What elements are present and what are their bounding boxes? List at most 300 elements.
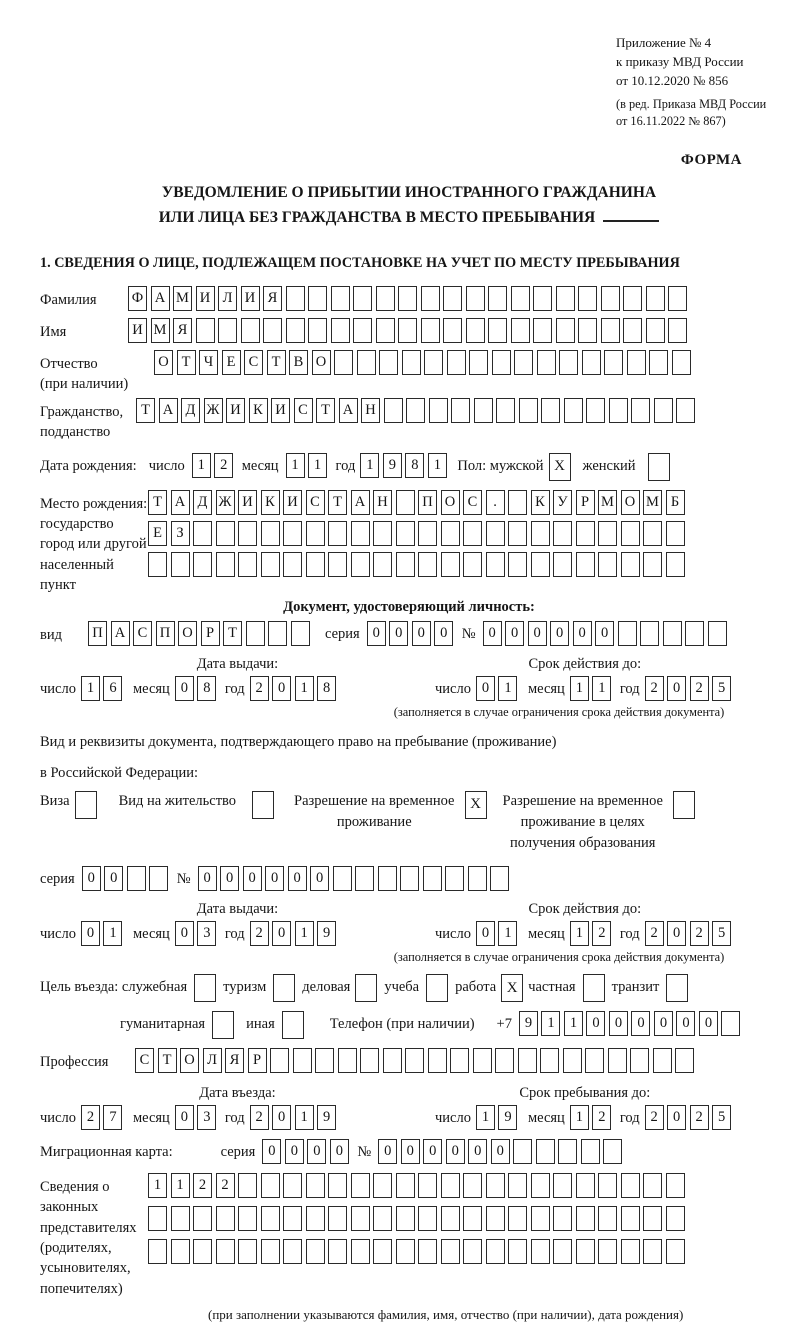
- form-cell[interactable]: [672, 350, 691, 375]
- form-cell[interactable]: [609, 398, 628, 423]
- sex-female-checkbox[interactable]: [648, 453, 670, 481]
- form-cell[interactable]: [171, 552, 190, 577]
- form-cell[interactable]: [328, 1206, 347, 1231]
- form-cell[interactable]: [261, 1173, 280, 1198]
- form-cell[interactable]: [373, 552, 392, 577]
- form-cell[interactable]: [396, 1239, 415, 1264]
- form-cell[interactable]: [268, 621, 287, 646]
- form-cell[interactable]: [663, 621, 682, 646]
- form-cell[interactable]: [441, 1173, 460, 1198]
- form-cell[interactable]: [351, 1206, 370, 1231]
- form-cell[interactable]: [286, 318, 305, 343]
- form-cell[interactable]: [283, 1239, 302, 1264]
- form-cell[interactable]: [531, 521, 550, 546]
- form-cell[interactable]: [379, 350, 398, 375]
- form-cell[interactable]: [508, 552, 527, 577]
- form-cell[interactable]: [631, 398, 650, 423]
- form-cell[interactable]: 2: [645, 676, 664, 701]
- form-cell[interactable]: О: [180, 1048, 199, 1073]
- temp-residence-edu-checkbox[interactable]: [673, 791, 695, 819]
- entry-month-cells[interactable]: [175, 1105, 220, 1130]
- form-cell[interactable]: [463, 1173, 482, 1198]
- form-cell[interactable]: А: [171, 490, 190, 515]
- form-cell[interactable]: [378, 866, 397, 891]
- form-cell[interactable]: [148, 552, 167, 577]
- form-cell[interactable]: [666, 1206, 685, 1231]
- form-cell[interactable]: [533, 318, 552, 343]
- form-cell[interactable]: [423, 866, 442, 891]
- form-cell[interactable]: 6: [103, 676, 122, 701]
- form-cell[interactable]: Ф: [128, 286, 147, 311]
- form-cell[interactable]: [643, 521, 662, 546]
- form-cell[interactable]: [514, 350, 533, 375]
- birth-place-row2-cells[interactable]: [148, 521, 688, 546]
- form-cell[interactable]: [306, 1173, 325, 1198]
- form-cell[interactable]: 2: [645, 921, 664, 946]
- form-cell[interactable]: 2: [690, 1105, 709, 1130]
- form-cell[interactable]: Т: [316, 398, 335, 423]
- form-cell[interactable]: 0: [330, 1139, 349, 1164]
- form-cell[interactable]: Я: [263, 286, 282, 311]
- visa-checkbox[interactable]: [75, 791, 97, 819]
- form-cell[interactable]: [351, 1173, 370, 1198]
- form-cell[interactable]: [630, 1048, 649, 1073]
- form-cell[interactable]: [383, 1048, 402, 1073]
- form-cell[interactable]: [553, 1206, 572, 1231]
- form-cell[interactable]: [315, 1048, 334, 1073]
- form-cell[interactable]: 9: [498, 1105, 517, 1130]
- form-cell[interactable]: Т: [328, 490, 347, 515]
- form-cell[interactable]: [508, 521, 527, 546]
- form-cell[interactable]: [398, 318, 417, 343]
- form-cell[interactable]: А: [159, 398, 178, 423]
- doc-number-cells[interactable]: [483, 621, 731, 646]
- form-cell[interactable]: А: [151, 286, 170, 311]
- form-cell[interactable]: [558, 1139, 577, 1164]
- form-cell[interactable]: [649, 350, 668, 375]
- form-cell[interactable]: 1: [428, 453, 447, 478]
- form-cell[interactable]: [563, 1048, 582, 1073]
- residence-valid-day-cells[interactable]: [476, 921, 521, 946]
- residence-number-cells[interactable]: [198, 866, 513, 891]
- form-cell[interactable]: 0: [667, 921, 686, 946]
- form-cell[interactable]: [270, 1048, 289, 1073]
- form-cell[interactable]: 0: [104, 866, 123, 891]
- form-cell[interactable]: [598, 552, 617, 577]
- form-cell[interactable]: 0: [676, 1011, 695, 1036]
- form-cell[interactable]: 0: [667, 1105, 686, 1130]
- form-cell[interactable]: [261, 552, 280, 577]
- form-cell[interactable]: Л: [218, 286, 237, 311]
- form-cell[interactable]: О: [441, 490, 460, 515]
- temp-residence-checkbox[interactable]: X: [465, 791, 487, 819]
- form-cell[interactable]: [601, 318, 620, 343]
- form-cell[interactable]: [333, 866, 352, 891]
- form-cell[interactable]: Т: [223, 621, 242, 646]
- form-cell[interactable]: [578, 318, 597, 343]
- form-cell[interactable]: 0: [573, 621, 592, 646]
- form-cell[interactable]: [601, 286, 620, 311]
- form-cell[interactable]: [463, 1239, 482, 1264]
- form-cell[interactable]: 1: [476, 1105, 495, 1130]
- form-cell[interactable]: [621, 1173, 640, 1198]
- form-cell[interactable]: 0: [491, 1139, 510, 1164]
- form-cell[interactable]: [492, 350, 511, 375]
- form-cell[interactable]: 0: [423, 1139, 442, 1164]
- form-cell[interactable]: Я: [225, 1048, 244, 1073]
- form-cell[interactable]: [451, 398, 470, 423]
- doc-valid-year-cells[interactable]: [645, 676, 735, 701]
- form-cell[interactable]: [283, 521, 302, 546]
- form-cell[interactable]: [531, 1206, 550, 1231]
- form-cell[interactable]: В: [289, 350, 308, 375]
- form-cell[interactable]: [668, 318, 687, 343]
- form-cell[interactable]: О: [178, 621, 197, 646]
- form-cell[interactable]: 2: [250, 676, 269, 701]
- form-cell[interactable]: [334, 350, 353, 375]
- form-cell[interactable]: 0: [468, 1139, 487, 1164]
- form-cell[interactable]: [469, 350, 488, 375]
- form-cell[interactable]: [486, 1173, 505, 1198]
- form-cell[interactable]: [473, 1048, 492, 1073]
- form-cell[interactable]: [360, 1048, 379, 1073]
- form-cell[interactable]: К: [261, 490, 280, 515]
- form-cell[interactable]: 0: [609, 1011, 628, 1036]
- form-cell[interactable]: [286, 286, 305, 311]
- form-cell[interactable]: [328, 552, 347, 577]
- form-cell[interactable]: [306, 521, 325, 546]
- form-cell[interactable]: [463, 552, 482, 577]
- form-cell[interactable]: 3: [197, 1105, 216, 1130]
- form-cell[interactable]: 0: [307, 1139, 326, 1164]
- form-cell[interactable]: [328, 1239, 347, 1264]
- form-cell[interactable]: [421, 286, 440, 311]
- form-cell[interactable]: Д: [193, 490, 212, 515]
- form-cell[interactable]: [443, 318, 462, 343]
- form-cell[interactable]: [508, 1206, 527, 1231]
- form-cell[interactable]: [396, 490, 415, 515]
- form-cell[interactable]: И: [241, 286, 260, 311]
- form-cell[interactable]: [676, 398, 695, 423]
- representatives-row3-cells[interactable]: [148, 1239, 688, 1264]
- form-cell[interactable]: [486, 521, 505, 546]
- residence-permit-checkbox[interactable]: [252, 791, 274, 819]
- representatives-row1-cells[interactable]: [148, 1173, 688, 1198]
- purpose-study-checkbox[interactable]: [426, 974, 448, 1002]
- form-cell[interactable]: [643, 1239, 662, 1264]
- form-cell[interactable]: Р: [201, 621, 220, 646]
- form-cell[interactable]: [246, 621, 265, 646]
- form-cell[interactable]: [553, 1239, 572, 1264]
- form-cell[interactable]: [196, 318, 215, 343]
- form-cell[interactable]: [621, 521, 640, 546]
- form-cell[interactable]: [376, 318, 395, 343]
- form-cell[interactable]: [576, 1173, 595, 1198]
- form-cell[interactable]: [536, 1139, 555, 1164]
- form-cell[interactable]: 1: [192, 453, 211, 478]
- form-cell[interactable]: [582, 350, 601, 375]
- form-cell[interactable]: 1: [498, 921, 517, 946]
- form-cell[interactable]: 0: [175, 1105, 194, 1130]
- form-cell[interactable]: 1: [103, 921, 122, 946]
- stay-year-cells[interactable]: [645, 1105, 735, 1130]
- form-cell[interactable]: [553, 1173, 572, 1198]
- birth-place-row3-cells[interactable]: [148, 552, 688, 577]
- form-cell[interactable]: [643, 1173, 662, 1198]
- form-cell[interactable]: 0: [595, 621, 614, 646]
- entry-day-cells[interactable]: [81, 1105, 126, 1130]
- form-cell[interactable]: [511, 318, 530, 343]
- form-cell[interactable]: .: [486, 490, 505, 515]
- form-cell[interactable]: А: [351, 490, 370, 515]
- form-cell[interactable]: [666, 1173, 685, 1198]
- form-cell[interactable]: С: [133, 621, 152, 646]
- form-cell[interactable]: Р: [576, 490, 595, 515]
- form-cell[interactable]: 0: [528, 621, 547, 646]
- form-cell[interactable]: [488, 318, 507, 343]
- form-cell[interactable]: 0: [262, 1139, 281, 1164]
- form-cell[interactable]: [556, 318, 575, 343]
- form-cell[interactable]: С: [306, 490, 325, 515]
- form-cell[interactable]: И: [271, 398, 290, 423]
- form-cell[interactable]: 5: [712, 1105, 731, 1130]
- form-cell[interactable]: 2: [690, 921, 709, 946]
- form-cell[interactable]: Я: [173, 318, 192, 343]
- form-cell[interactable]: М: [173, 286, 192, 311]
- form-cell[interactable]: Ч: [199, 350, 218, 375]
- form-cell[interactable]: [556, 286, 575, 311]
- form-cell[interactable]: 1: [295, 676, 314, 701]
- form-cell[interactable]: [553, 552, 572, 577]
- form-cell[interactable]: 0: [389, 621, 408, 646]
- form-cell[interactable]: О: [154, 350, 173, 375]
- form-cell[interactable]: М: [643, 490, 662, 515]
- form-cell[interactable]: И: [226, 398, 245, 423]
- form-cell[interactable]: 0: [265, 866, 284, 891]
- form-cell[interactable]: [654, 398, 673, 423]
- form-cell[interactable]: 2: [193, 1173, 212, 1198]
- form-cell[interactable]: 0: [483, 621, 502, 646]
- form-cell[interactable]: [623, 318, 642, 343]
- form-cell[interactable]: 5: [712, 676, 731, 701]
- form-cell[interactable]: [238, 1173, 257, 1198]
- form-cell[interactable]: К: [531, 490, 550, 515]
- form-cell[interactable]: [646, 286, 665, 311]
- form-cell[interactable]: [373, 521, 392, 546]
- form-cell[interactable]: Т: [136, 398, 155, 423]
- form-cell[interactable]: [261, 1206, 280, 1231]
- form-cell[interactable]: 0: [505, 621, 524, 646]
- form-cell[interactable]: [621, 1239, 640, 1264]
- form-cell[interactable]: [603, 1139, 622, 1164]
- form-cell[interactable]: [643, 552, 662, 577]
- form-cell[interactable]: [308, 318, 327, 343]
- form-cell[interactable]: 1: [570, 1105, 589, 1130]
- stay-month-cells[interactable]: [570, 1105, 615, 1130]
- form-cell[interactable]: 9: [317, 1105, 336, 1130]
- form-cell[interactable]: [518, 1048, 537, 1073]
- form-cell[interactable]: 1: [541, 1011, 560, 1036]
- doc-issue-month-cells[interactable]: [175, 676, 220, 701]
- form-cell[interactable]: [241, 318, 260, 343]
- form-cell[interactable]: [598, 1239, 617, 1264]
- form-cell[interactable]: П: [418, 490, 437, 515]
- form-cell[interactable]: [578, 286, 597, 311]
- doc-series-cells[interactable]: [367, 621, 457, 646]
- form-cell[interactable]: 0: [550, 621, 569, 646]
- form-cell[interactable]: [418, 1173, 437, 1198]
- form-cell[interactable]: Б: [666, 490, 685, 515]
- form-cell[interactable]: [373, 1173, 392, 1198]
- form-cell[interactable]: Т: [148, 490, 167, 515]
- form-cell[interactable]: [418, 1206, 437, 1231]
- form-cell[interactable]: [328, 521, 347, 546]
- form-cell[interactable]: 1: [360, 453, 379, 478]
- form-cell[interactable]: 2: [216, 1173, 235, 1198]
- residence-valid-year-cells[interactable]: [645, 921, 735, 946]
- form-cell[interactable]: 0: [285, 1139, 304, 1164]
- form-cell[interactable]: М: [598, 490, 617, 515]
- form-cell[interactable]: 0: [243, 866, 262, 891]
- form-cell[interactable]: [640, 621, 659, 646]
- form-cell[interactable]: [149, 866, 168, 891]
- form-cell[interactable]: [443, 286, 462, 311]
- form-cell[interactable]: [353, 286, 372, 311]
- form-cell[interactable]: [533, 286, 552, 311]
- form-cell[interactable]: 1: [564, 1011, 583, 1036]
- form-cell[interactable]: Р: [248, 1048, 267, 1073]
- form-cell[interactable]: 0: [220, 866, 239, 891]
- form-cell[interactable]: [308, 286, 327, 311]
- form-cell[interactable]: [441, 552, 460, 577]
- form-cell[interactable]: [441, 1206, 460, 1231]
- form-cell[interactable]: [598, 521, 617, 546]
- form-cell[interactable]: [283, 552, 302, 577]
- form-cell[interactable]: 2: [81, 1105, 100, 1130]
- form-cell[interactable]: [338, 1048, 357, 1073]
- form-cell[interactable]: 1: [498, 676, 517, 701]
- form-cell[interactable]: [537, 350, 556, 375]
- form-cell[interactable]: [708, 621, 727, 646]
- form-cell[interactable]: [646, 318, 665, 343]
- form-cell[interactable]: [450, 1048, 469, 1073]
- sex-male-checkbox[interactable]: X: [549, 453, 571, 481]
- form-cell[interactable]: 1: [81, 676, 100, 701]
- migration-number-cells[interactable]: [378, 1139, 626, 1164]
- purpose-official-checkbox[interactable]: [194, 974, 216, 1002]
- form-cell[interactable]: [474, 398, 493, 423]
- form-cell[interactable]: [508, 1239, 527, 1264]
- form-cell[interactable]: [627, 350, 646, 375]
- form-cell[interactable]: 0: [476, 921, 495, 946]
- form-cell[interactable]: [468, 866, 487, 891]
- purpose-private-checkbox[interactable]: [583, 974, 605, 1002]
- purpose-transit-checkbox[interactable]: [666, 974, 688, 1002]
- doc-kind-cells[interactable]: [88, 621, 313, 646]
- form-cell[interactable]: [357, 350, 376, 375]
- form-cell[interactable]: [495, 1048, 514, 1073]
- form-cell[interactable]: Е: [148, 521, 167, 546]
- form-cell[interactable]: [463, 521, 482, 546]
- birth-place-row1-cells[interactable]: [148, 490, 688, 515]
- form-cell[interactable]: [291, 621, 310, 646]
- form-cell[interactable]: 0: [378, 1139, 397, 1164]
- purpose-business-checkbox[interactable]: [355, 974, 377, 1002]
- form-cell[interactable]: К: [249, 398, 268, 423]
- form-cell[interactable]: [405, 1048, 424, 1073]
- form-cell[interactable]: У: [553, 490, 572, 515]
- form-cell[interactable]: П: [156, 621, 175, 646]
- form-cell[interactable]: [531, 552, 550, 577]
- purpose-other-checkbox[interactable]: [282, 1011, 304, 1039]
- form-cell[interactable]: [576, 521, 595, 546]
- form-cell[interactable]: [445, 866, 464, 891]
- form-cell[interactable]: [396, 552, 415, 577]
- form-cell[interactable]: 0: [401, 1139, 420, 1164]
- form-cell[interactable]: [238, 1239, 257, 1264]
- profession-cells[interactable]: [135, 1048, 698, 1073]
- form-cell[interactable]: [531, 1173, 550, 1198]
- residence-issue-day-cells[interactable]: [81, 921, 126, 946]
- form-cell[interactable]: Т: [158, 1048, 177, 1073]
- form-cell[interactable]: [581, 1139, 600, 1164]
- form-cell[interactable]: Т: [177, 350, 196, 375]
- form-cell[interactable]: [216, 521, 235, 546]
- form-cell[interactable]: [585, 1048, 604, 1073]
- form-cell[interactable]: О: [621, 490, 640, 515]
- form-cell[interactable]: [618, 621, 637, 646]
- form-cell[interactable]: [441, 521, 460, 546]
- form-cell[interactable]: [424, 350, 443, 375]
- form-cell[interactable]: [376, 286, 395, 311]
- form-cell[interactable]: 1: [570, 921, 589, 946]
- form-cell[interactable]: [402, 350, 421, 375]
- form-cell[interactable]: 0: [367, 621, 386, 646]
- residence-issue-year-cells[interactable]: [250, 921, 340, 946]
- form-cell[interactable]: [193, 521, 212, 546]
- form-cell[interactable]: [421, 318, 440, 343]
- form-cell[interactable]: 1: [592, 676, 611, 701]
- form-cell[interactable]: И: [128, 318, 147, 343]
- form-cell[interactable]: 0: [412, 621, 431, 646]
- form-cell[interactable]: [621, 1206, 640, 1231]
- form-cell[interactable]: [666, 521, 685, 546]
- migration-series-cells[interactable]: [262, 1139, 352, 1164]
- form-cell[interactable]: А: [339, 398, 358, 423]
- form-cell[interactable]: [331, 318, 350, 343]
- form-cell[interactable]: [263, 318, 282, 343]
- form-cell[interactable]: 0: [586, 1011, 605, 1036]
- birth-day-cells[interactable]: [192, 453, 237, 478]
- form-cell[interactable]: [463, 1206, 482, 1231]
- form-cell[interactable]: 0: [272, 1105, 291, 1130]
- form-cell[interactable]: Ж: [216, 490, 235, 515]
- entry-year-cells[interactable]: [250, 1105, 340, 1130]
- surname-cells[interactable]: [128, 286, 691, 311]
- patronymic-cells[interactable]: [154, 350, 694, 375]
- name-cells[interactable]: [128, 318, 691, 343]
- form-cell[interactable]: [238, 521, 257, 546]
- form-cell[interactable]: [193, 1239, 212, 1264]
- form-cell[interactable]: [355, 866, 374, 891]
- form-cell[interactable]: 1: [148, 1173, 167, 1198]
- birth-month-cells[interactable]: [286, 453, 331, 478]
- form-cell[interactable]: [373, 1239, 392, 1264]
- form-cell[interactable]: [486, 552, 505, 577]
- form-cell[interactable]: З: [171, 521, 190, 546]
- form-cell[interactable]: 5: [712, 921, 731, 946]
- form-cell[interactable]: 9: [317, 921, 336, 946]
